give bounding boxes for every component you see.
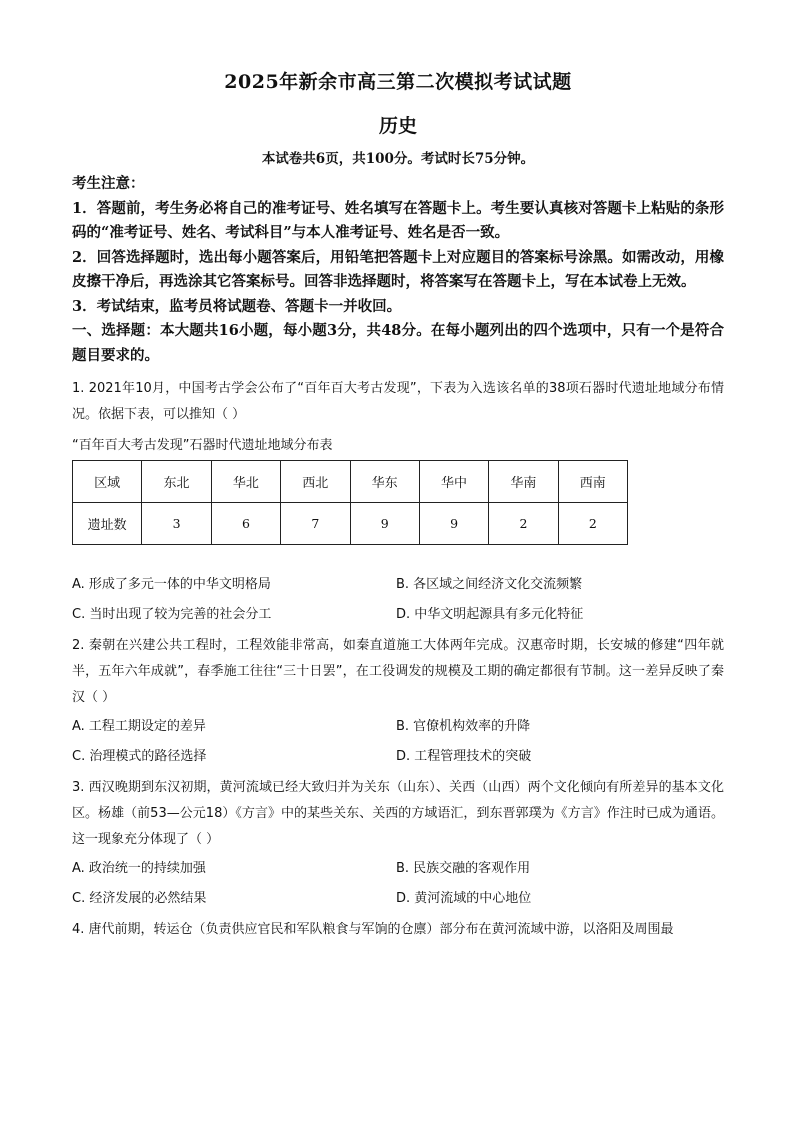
question-3-stem: 3. 西汉晚期到东汉初期，黄河流域已经大致归并为关东（山东）、关西（山西）两个文化倾向有所差异的基本文化区。杨雄（前53—公元18）《方言》中的某些关东、关西的方域语汇，到东晋郭璞为《方言》作注时已成为通语。这一现象充分体现了（ ）	[72, 780, 724, 847]
note-item-1: 1．答题前，考生务必将自己的准考证号、姓名填写在答题卡上。考生要认真核对答题卡上粘贴的条形码的“准考证号、姓名、考试科目”与本人准考证号、姓名是否一致。	[72, 199, 724, 241]
section-heading: 一、选择题：本大题共16小题，每小题3分，共48分。在每小题列出的四个选项中，只有一个是符合题目要求的。	[72, 322, 724, 364]
note-item-2: 2．回答选择题时，选出每小题答案后，用铅笔把答题卡上对应题目的答案标号涂黑。如需改动，用橡皮擦干净后，再选涂其它答案标号。回答非选择题时，将答案写在答题卡上，写在本试卷上无效。	[72, 248, 724, 290]
table-cell: 3	[142, 503, 211, 545]
question-1-stem: 1. 2021年10月，中国考古学会公布了“百年百大考古发现”，下表为入选该名单的38项石器时代遗址地域分布情况。依据下表，可以推知（ ）	[72, 381, 724, 422]
table-header-cell: 西北	[281, 461, 350, 503]
table-header-row	[73, 461, 628, 503]
question-3-options	[72, 859, 724, 909]
table-cell: 2	[489, 503, 558, 545]
table-header-cell: 华南	[489, 461, 558, 503]
table-cell: 9	[350, 503, 419, 545]
option-d: D. 中华文明起源具有多元化特征	[396, 607, 584, 622]
table-cell: 2	[558, 503, 627, 545]
option-c: C. 当时出现了较为完善的社会分工	[72, 607, 272, 622]
exam-page	[72, 68, 724, 943]
option-a: A. 政治统一的持续加强	[72, 861, 206, 876]
note-item-3: 3．考试结束，监考员将试题卷、答题卡一并收回。	[72, 297, 402, 315]
question-2-options	[72, 717, 724, 767]
table-caption: “百年百大考古发现”石器时代遗址地域分布表	[72, 438, 333, 453]
option-c: C. 经济发展的必然结果	[72, 891, 207, 906]
table-cell: 7	[281, 503, 350, 545]
subject-title: 历史	[378, 115, 417, 137]
table-row	[73, 503, 628, 545]
question-1-options	[72, 575, 724, 625]
question-4-stem: 4. 唐代前期，转运仓（负责供应官民和军队粮食与军饷的仓廪）部分布在黄河流域中游，以洛阳及周围最	[72, 922, 674, 937]
option-b: B. 各区域之间经济文化交流频繁	[396, 577, 583, 592]
table-cell: 6	[211, 503, 280, 545]
table-header-cell: 东北	[142, 461, 211, 503]
option-c: C. 治理模式的路径选择	[72, 749, 207, 764]
table-row-label: 遗址数	[73, 503, 142, 545]
table-header-cell: 华东	[350, 461, 419, 503]
option-a: A. 形成了多元一体的中华文明格局	[72, 577, 271, 592]
option-d: D. 黄河流域的中心地位	[396, 891, 532, 906]
option-b: B. 官僚机构效率的升降	[396, 719, 531, 734]
table-header-cell: 华中	[419, 461, 488, 503]
exam-info: 本试卷共6页，共100分。考试时长75分钟。	[261, 151, 535, 167]
table-header-cell: 区域	[73, 461, 142, 503]
option-a: A. 工程工期设定的差异	[72, 719, 206, 734]
exam-title: 2025年新余市高三第二次模拟考试试题	[224, 71, 572, 93]
region-distribution-table	[72, 460, 628, 545]
table-header-cell: 华北	[211, 461, 280, 503]
table-header-cell: 西南	[558, 461, 627, 503]
notes-heading: 考生注意：	[72, 175, 145, 192]
option-d: D. 工程管理技术的突破	[396, 749, 532, 764]
question-2-stem: 2. 秦朝在兴建公共工程时，工程效能非常高，如秦直道施工大体两年完成。汉惠帝时期，长安城的修建“四年就半，五年六年成就”，春季施工往往“三十日罢”，在工役调发的规模及工期的确定都很有节制。这一差异反映了秦汉（ ）	[72, 638, 724, 705]
table-cell: 9	[419, 503, 488, 545]
option-b: B. 民族交融的客观作用	[396, 861, 531, 876]
